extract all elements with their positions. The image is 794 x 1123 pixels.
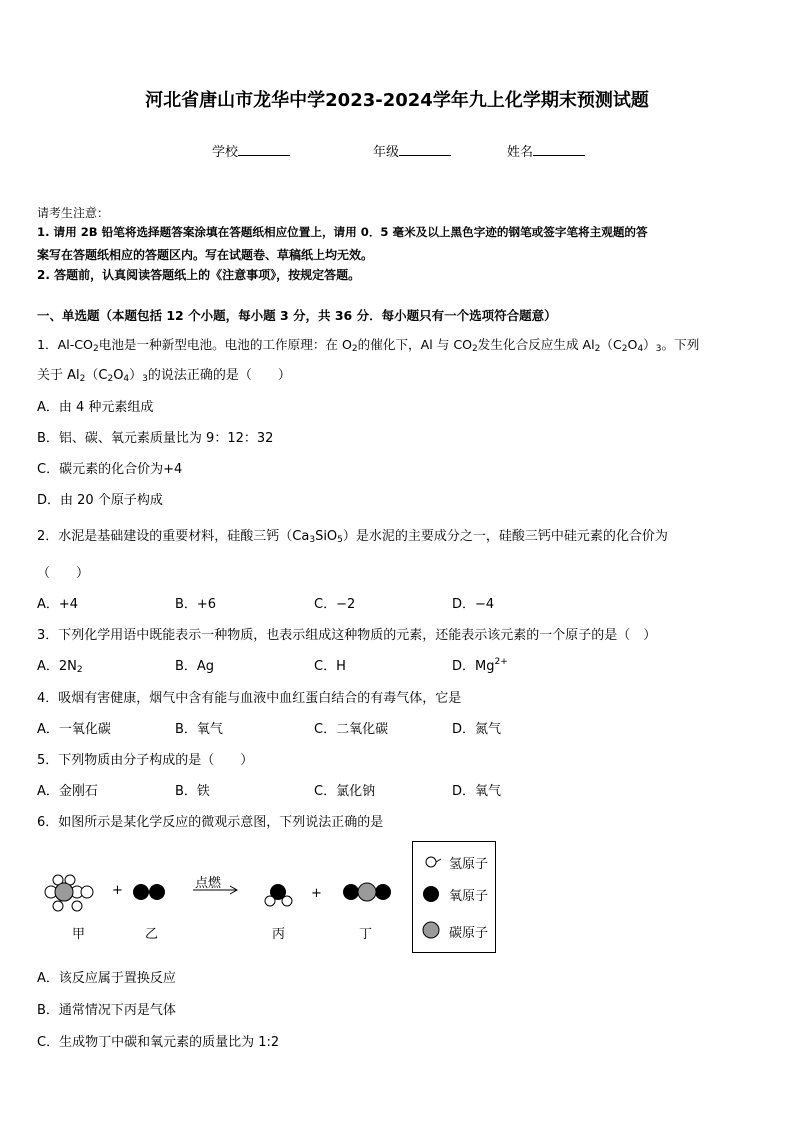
school-blank[interactable] [238, 143, 290, 156]
q3-stem: 3．下列化学用语中既能表示一种物质，也表示组成这种物质的元素，还能表示该元素的一个原子的是（ ） [37, 628, 657, 643]
carbon-atom-icon [423, 922, 439, 938]
arrow-label: 点燃 [195, 876, 222, 891]
plus-sign-2: + [311, 886, 322, 901]
q5-option-a[interactable]: A．金刚石 [37, 784, 98, 799]
q1-stem-line2: 关于 Al2（C2O4）3的说法正确的是（ ） [37, 368, 291, 384]
plus-sign-1: + [112, 883, 123, 898]
q6-stem: 6．如图所示是某化学反应的微观示意图，下列说法正确的是 [37, 815, 384, 830]
q6-option-c[interactable]: C．生成物丁中碳和氧元素的质量比为 1:2 [37, 1035, 280, 1050]
label-ding: 丁 [359, 927, 373, 942]
molecule-jia-icon [45, 875, 93, 911]
q1-option-a[interactable]: A．由 4 种元素组成 [37, 400, 154, 415]
legend-oxygen: 氧原子 [449, 889, 489, 904]
notice-heading: 请考生注意： [37, 206, 110, 220]
q2-stem-line2: （ ） [37, 566, 90, 581]
q5-option-c[interactable]: C．氯化钠 [314, 784, 376, 799]
grade-blank[interactable] [399, 143, 451, 156]
name-blank[interactable] [533, 143, 585, 156]
school-label: 学校 [212, 145, 239, 160]
q2-option-a[interactable]: A．+4 [37, 597, 79, 612]
name-field [507, 141, 585, 160]
molecule-yi-icon [133, 884, 165, 900]
notice-line-1a: 1. 请用 2B 铅笔将选择题答案涂填在答题纸相应位置上，请用 0．5 毫米及以上黑色字迹的钢笔或签字笔将主观题的答 [37, 225, 648, 239]
label-yi: 乙 [145, 927, 159, 942]
q2-option-b[interactable]: B．+6 [175, 597, 217, 612]
q5-option-d[interactable]: D．氧气 [452, 784, 502, 799]
q3-option-c[interactable]: C．H [314, 659, 346, 674]
grade-label: 年级 [373, 145, 400, 160]
q3-option-d[interactable]: D．$Mg^{2+}$ [452, 657, 508, 674]
section-heading: 一、单选题（本题包括 12 个小题，每小题 3 分，共 36 分．每小题只有一个选项符合题意） [37, 308, 557, 323]
q2-stem-line1: 2．水泥是基础建设的重要材料，硅酸三钙（Ca3SiO5）是水泥的主要成分之一，硅酸三钙中硅元素的化合价为 [37, 529, 668, 545]
oxygen-atom-icon [423, 886, 439, 902]
q1-option-d[interactable]: D．由 20 个原子构成 [37, 493, 163, 508]
q4-option-d[interactable]: D．氮气 [452, 722, 502, 737]
q4-stem: 4．吸烟有害健康，烟气中含有能与血液中血红蛋白结合的有毒气体，它是 [37, 691, 462, 706]
atom-legend [412, 841, 496, 953]
label-jia: 甲 [72, 927, 86, 942]
hydrogen-atom-icon [426, 857, 436, 867]
q1-option-c[interactable]: C．碳元素的化合价为+4 [37, 462, 183, 477]
molecule-ding-icon [343, 883, 391, 901]
molecule-bing-icon [265, 884, 292, 906]
q4-option-b[interactable]: B．氧气 [175, 722, 223, 737]
q6-option-a[interactable]: A．该反应属于置换反应 [37, 971, 176, 986]
q6-option-b[interactable]: B．通常情况下丙是气体 [37, 1003, 176, 1018]
name-label: 姓名 [507, 145, 534, 160]
label-bing: 丙 [272, 927, 286, 942]
grade-field [373, 141, 451, 160]
legend-carbon: 碳原子 [449, 926, 489, 941]
q1-stem-line1: 1．Al-CO2电池是一种新型电池。电池的工作原理：在 O2的催化下，Al 与 CO2发生化合反应生成 Al2（C2O4）3。下列 [37, 337, 700, 354]
q3-option-a[interactable]: A．2N2 [37, 659, 83, 675]
q3-option-b[interactable]: B．Ag [175, 659, 215, 674]
notice-line-2: 2. 答题前，认真阅读答题纸上的《注意事项》，按规定答题。 [37, 268, 361, 282]
q5-option-b[interactable]: B．铁 [175, 784, 210, 799]
page-title: 河北省唐山市龙华中学2023-2024学年九上化学期末预测试题 [145, 90, 649, 111]
q2-option-d[interactable]: D．−4 [452, 597, 495, 612]
q4-option-c[interactable]: C．二氧化碳 [314, 722, 389, 737]
q1-option-b[interactable]: B．铝、碳、氧元素质量比为 9：12：32 [37, 431, 274, 446]
school-field [212, 141, 290, 160]
legend-hydrogen: 氢原子 [449, 857, 489, 872]
q4-option-a[interactable]: A．一氧化碳 [37, 722, 111, 737]
q5-stem: 5．下列物质由分子构成的是（ ） [37, 753, 254, 768]
notice-line-1b: 案写在答题纸相应的答题区内。写在试题卷、草稿纸上均无效。 [37, 248, 374, 262]
q2-option-c[interactable]: C．−2 [314, 597, 356, 612]
